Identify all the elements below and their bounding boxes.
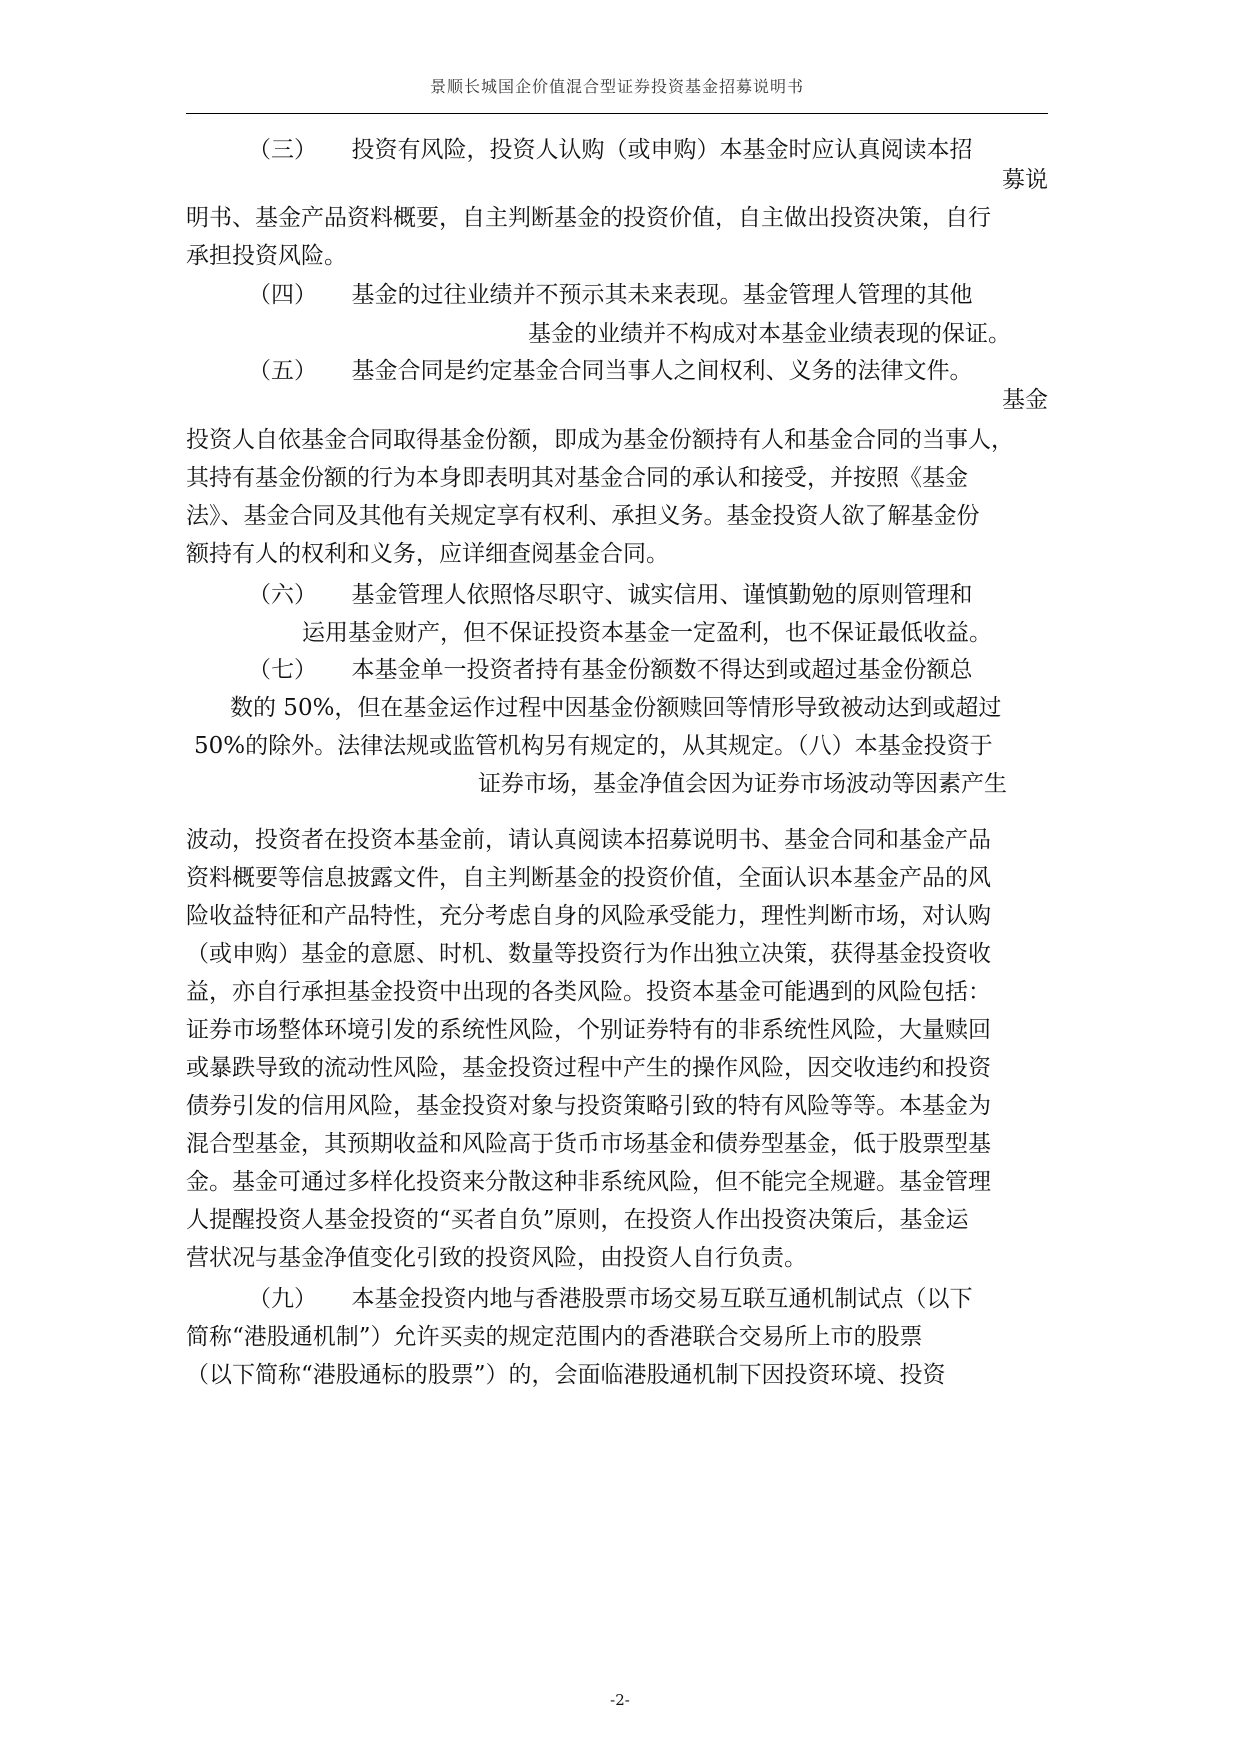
text-line: （四） 基金的过往业绩并不预示其未来表现。基金管理人管理的其他: [248, 282, 973, 308]
text-line: （九） 本基金投资内地与香港股票市场交易互联互通机制试点（以下: [248, 1286, 973, 1312]
text-line: （三） 投资有风险，投资人认购（或申购）本基金时应认真阅读本招: [248, 137, 973, 163]
text-line: 证券市场，基金净值会因为证券市场波动等因素产生: [478, 771, 1007, 797]
text-line: 明书、基金产品资料概要，自主判断基金的投资价值，自主做出投资决策，自行: [186, 205, 991, 231]
text-line: （六） 基金管理人依照恪尽职守、诚实信用、谨慎勤勉的原则管理和: [248, 582, 973, 608]
text-line: 数的 50%，但在基金运作过程中因基金份额赎回等情形导致被动达到或超过: [230, 695, 1002, 721]
text-line: 募说: [1002, 167, 1048, 193]
text-line: 益，亦自行承担基金投资中出现的各类风险。投资本基金可能遇到的风险包括：: [186, 979, 991, 1005]
text-line: 基金的业绩并不构成对本基金业绩表现的保证。: [528, 321, 1011, 347]
text-line: 投资人自依基金合同取得基金份额，即成为基金份额持有人和基金合同的当事人，: [186, 427, 1014, 453]
text-line: 额持有人的权利和义务，应详细查阅基金合同。: [186, 541, 669, 567]
text-line: 证券市场整体环境引发的系统性风险，个别证券特有的非系统性风险，大量赎回: [186, 1017, 991, 1043]
text-line: （以下简称“港股通标的股票”）的，会面临港股通机制下因投资环境、投资: [186, 1362, 946, 1388]
text-line: 50%的除外。法律法规或监管机构另有规定的，从其规定。（八）本基金投资于: [194, 733, 993, 759]
text-line: 债券引发的信用风险，基金投资对象与投资策略引致的特有风险等等。本基金为: [186, 1093, 991, 1119]
text-line: 运用基金财产，但不保证投资本基金一定盈利，也不保证最低收益。: [302, 620, 992, 646]
text-line: 营状况与基金净值变化引致的投资风险，由投资人自行负责。: [186, 1245, 807, 1271]
text-line: 法》、基金合同及其他有关规定享有权利、承担义务。基金投资人欲了解基金份: [186, 503, 980, 529]
text-line: 混合型基金，其预期收益和风险高于货币市场基金和债券型基金，低于股票型基: [186, 1131, 991, 1157]
text-line: 承担投资风险。: [186, 243, 347, 269]
text-line: 波动，投资者在投资本基金前，请认真阅读本招募说明书、基金合同和基金产品: [186, 827, 991, 853]
text-line: 或暴跌导致的流动性风险，基金投资过程中产生的操作风险，因交收违约和投资: [186, 1055, 991, 1081]
header-rule: [186, 113, 1048, 114]
text-line: （或申购）基金的意愿、时机、数量等投资行为作出独立决策，获得基金投资收: [186, 941, 991, 967]
text-line: （七） 本基金单一投资者持有基金份额数不得达到或超过基金份额总: [248, 657, 973, 683]
text-line: 简称“港股通机制”）允许买卖的规定范围内的香港联合交易所上市的股票: [186, 1324, 923, 1350]
text-line: 金。基金可通过多样化投资来分散这种非系统风险，但不能完全规避。基金管理: [186, 1169, 991, 1195]
text-line: 资料概要等信息披露文件，自主判断基金的投资价值，全面认识本基金产品的风: [186, 865, 991, 891]
text-line: 基金: [1002, 387, 1048, 413]
text-line: 其持有基金份额的行为本身即表明其对基金合同的承认和接受，并按照《基金: [186, 465, 968, 491]
page-number: -2-: [610, 1691, 630, 1709]
text-line: （五） 基金合同是约定基金合同当事人之间权利、义务的法律文件。: [248, 358, 973, 384]
document-header: 景顺长城国企价值混合型证券投资基金招募说明书: [429, 77, 804, 96]
text-line: 险收益特征和产品特性，充分考虑自身的风险承受能力，理性判断市场，对认购: [186, 903, 991, 929]
text-line: 人提醒投资人基金投资的“买者自负”原则，在投资人作出投资决策后，基金运: [186, 1207, 969, 1233]
